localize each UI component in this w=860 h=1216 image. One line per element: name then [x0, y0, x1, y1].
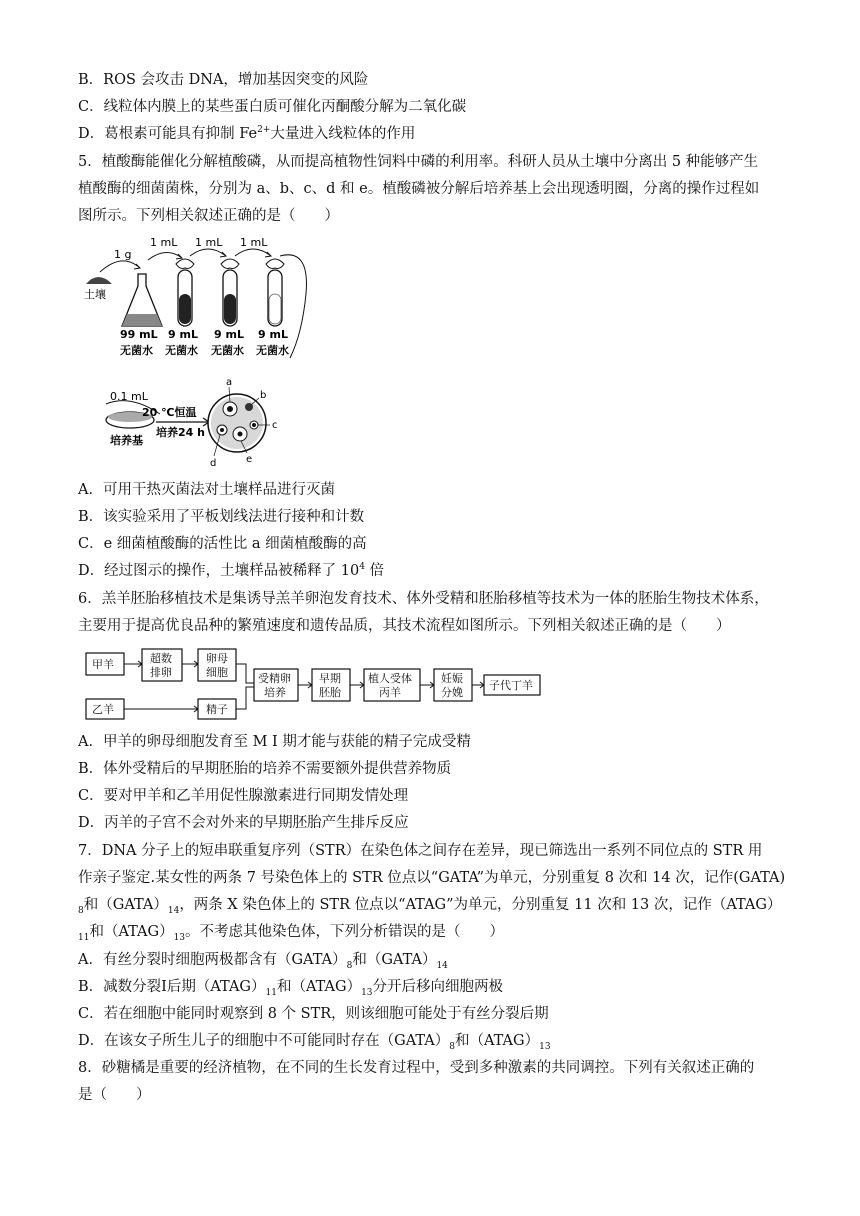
svg-text:0.1 mL: 0.1 mL: [110, 390, 148, 403]
arrow-tube1-to-tube2: [190, 249, 226, 256]
plating-figure: [100, 374, 290, 470]
svg-text:早期: 早期: [319, 672, 341, 685]
q8-stem-line-2: 是（ ）: [78, 1087, 151, 1103]
svg-text:分娩: 分娩: [441, 686, 463, 699]
svg-text:1 mL: 1 mL: [240, 236, 268, 249]
svg-text:植人受体: 植人受体: [368, 672, 412, 685]
q7-stem-line-1: 7．DNA 分子上的短串联重复序列（STR）在染色体之间存在差异，现已筛选出一系列不同位点的 STR 用: [78, 843, 763, 859]
q7-option-d: D．在该女子所生儿子的细胞中不可能同时存在$(GATA)_8$和$(ATAG)_{13}$: [78, 1033, 551, 1052]
svg-text:无菌水: 无菌水: [256, 344, 289, 357]
svg-text:无菌水: 无菌水: [211, 344, 244, 357]
svg-text:子代丁羊: 子代丁羊: [489, 679, 533, 692]
label-1g: 1 g: [114, 248, 132, 261]
q5-stem-line-1: 5．植酸酶能催化分解植酸磷，从而提高植物性饲料中磷的利用率。科研人员从土壤中分离出 5 种能够产生: [78, 154, 759, 170]
q7-option-c: C．若在细胞中能同时观察到 8 个 STR，则该细胞可能处于有丝分裂后期: [78, 1006, 549, 1022]
test-tube-1-icon: [176, 259, 194, 326]
svg-text:e: e: [246, 454, 253, 465]
svg-text:1 mL: 1 mL: [195, 236, 223, 249]
q5-option-d: D．经过图示的操作，土壤样品被稀释了 $10^4$ 倍: [78, 562, 385, 579]
q6-stem-line-1: 6．羔羊胚胎移植技术是集诱导羔羊卵泡发育技术、体外受精和胚胎移植等技术为一体的胚胎生物技术体系，: [78, 591, 769, 607]
test-tube-3-icon: [266, 259, 284, 326]
svg-text:无菌水: 无菌水: [120, 344, 153, 357]
petri-plate-icon: [208, 394, 266, 452]
q7-option-a: A．有丝分裂时细胞两极都含有$(GATA)_8$和$(GATA)_{14}$: [78, 952, 448, 971]
svg-text:20 ℃恒温: 20 ℃恒温: [142, 406, 197, 419]
q6-stem-line-2: 主要用于提高优良品种的繁殖速度和遗传品质，其技术流程如图所示。下列相关叙述正确的是（ ）: [78, 618, 731, 634]
soil-pile-icon: [86, 277, 112, 284]
svg-text:排卵: 排卵: [150, 666, 172, 679]
q4-option-c: C．线粒体内膜上的某些蛋白质可催化丙酮酸分解为二氧化碳: [78, 99, 467, 115]
dilution-figure: [78, 234, 318, 364]
q6-option-d: D．丙羊的子宫不会对外来的早期胚胎产生排斥反应: [78, 815, 409, 831]
svg-text:胚胎: 胚胎: [319, 686, 341, 699]
arrow-tube2-to-tube3: [235, 249, 271, 256]
svg-text:妊娠: 妊娠: [441, 672, 463, 685]
svg-text:受精卵: 受精卵: [258, 672, 291, 685]
q4-option-b: B．ROS 会攻击 DNA，增加基因突变的风险: [78, 72, 369, 88]
q5-option-c: C．e 细菌植酸酶的活性比 a 细菌植酸酶的高: [78, 536, 367, 552]
svg-text:细胞: 细胞: [206, 666, 228, 679]
svg-text:9 mL: 9 mL: [214, 328, 244, 341]
svg-text:9 mL: 9 mL: [168, 328, 198, 341]
q6-option-a: A．甲羊的卵母细胞发育至 M Ⅰ 期才能与获能的精子完成受精: [78, 734, 471, 750]
arrow-soil-to-flask: [100, 261, 140, 272]
q7-option-b: B．减数分裂Ⅰ后期$(ATAG)_{11}$和$(ATAG)_{13}$分开后移向细胞两极: [78, 979, 504, 998]
q4-option-d: D．葛根素可能具有抑制 $Fe^{2+}$大量进入线粒体的作用: [78, 125, 416, 142]
svg-text:无菌水: 无菌水: [165, 344, 198, 357]
q7-stem-line-4: $_{11}$和$(ATAG)_{13}$。不考虑其他染色体，下列分析错误的是（ ）: [78, 924, 505, 943]
soil-label: 土壤: [84, 288, 106, 301]
q6-option-b: B．体外受精后的早期胚胎的培养不需要额外提供营养物质: [78, 761, 452, 777]
q8-stem-line-1: 8．砂糖橘是重要的经济植物，在不同的生长发育过程中，受到多种激素的共同调控。下列有关叙述正确的: [78, 1060, 755, 1076]
q6-option-c: C．要对甲羊和乙羊用促性腺激素进行同期发情处理: [78, 788, 409, 804]
q5-stem-line-3: 图所示。下列相关叙述正确的是（ ）: [78, 208, 339, 224]
svg-text:超数: 超数: [150, 652, 172, 665]
svg-text:培养24 h: 培养24 h: [156, 426, 205, 439]
svg-text:a: a: [226, 377, 233, 388]
svg-text:培养: 培养: [264, 686, 286, 699]
svg-text:9 mL: 9 mL: [258, 328, 288, 341]
svg-text:d: d: [210, 458, 217, 469]
q5-option-a: A．可用干热灭菌法对土壤样品进行灭菌: [78, 482, 335, 498]
q5-option-b: B．该实验采用了平板划线法进行接种和计数: [78, 509, 365, 525]
q7-stem-line-3: $_8$和$(GATA)_{14}$，两条 X 染色体上的 STR 位点以“ATAG”为单元，分别重复 11 次和 13 次，记作（ATAG）: [78, 897, 782, 916]
svg-text:培养基: 培养基: [110, 434, 143, 447]
svg-text:乙羊: 乙羊: [92, 703, 114, 716]
test-tube-2-icon: [221, 259, 239, 326]
svg-text:1 mL: 1 mL: [150, 236, 178, 249]
svg-text:b: b: [260, 390, 267, 401]
svg-text:c: c: [272, 420, 278, 431]
arrow-tube3-to-plate: [280, 255, 306, 358]
svg-text:卵母: 卵母: [206, 652, 228, 665]
svg-text:精子: 精子: [206, 703, 228, 716]
q5-stem-line-2: 植酸酶的细菌菌株，分别为 a、b、c、d 和 e。植酸磷被分解后培养基上会出现透明圈，分离的操作过程如: [78, 181, 760, 197]
q7-stem-line-2: 作亲子鉴定.某女性的两条 7 号染色体上的 STR 位点以“GATA”为单元，分别重复 8 次和 14 次，记作(GATA): [78, 870, 786, 886]
svg-text:甲羊: 甲羊: [92, 658, 114, 671]
svg-text:99 mL: 99 mL: [120, 328, 158, 341]
svg-text:丙羊: 丙羊: [379, 686, 401, 699]
embryo-transfer-flowchart: [82, 645, 542, 721]
